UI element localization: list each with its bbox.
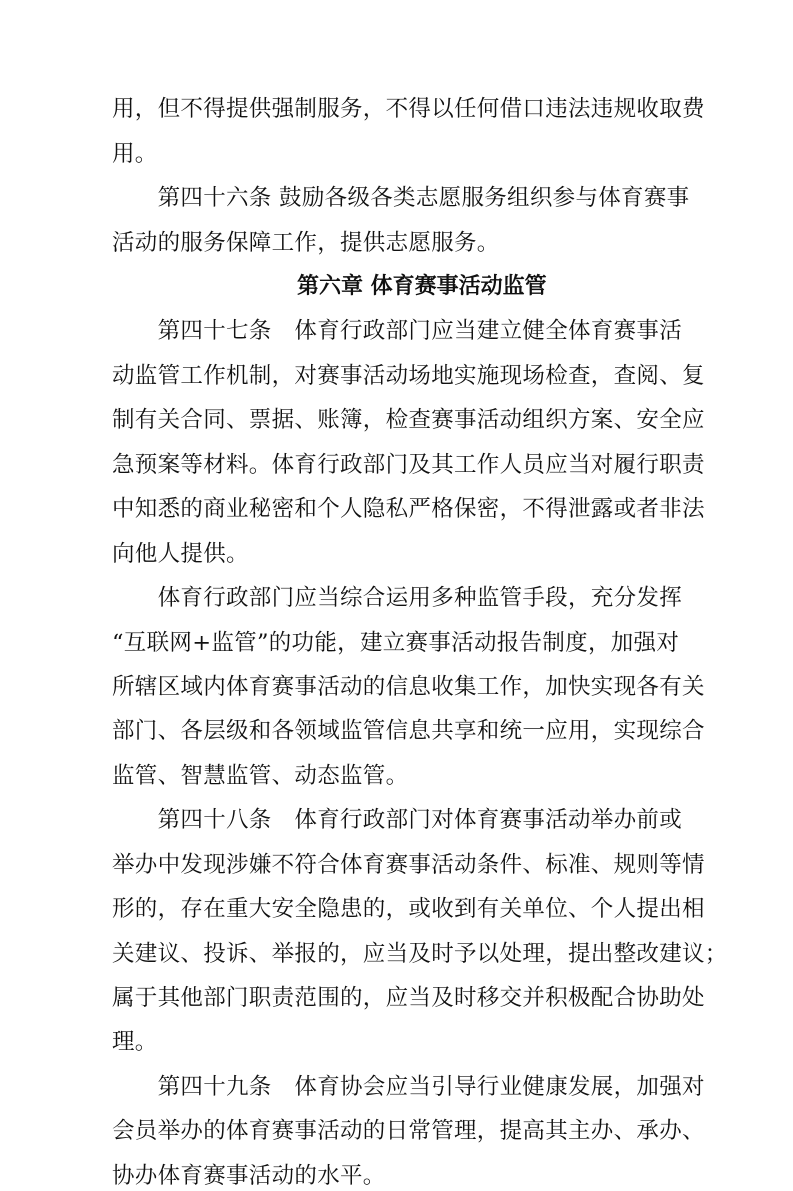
text-line: 体育行政部门应当综合运用多种监管手段，充分发挥	[112, 585, 683, 611]
text-line: 关建议、投诉、举报的，应当及时予以处理，提出整改建议；	[112, 941, 728, 967]
text-line: 制有关合同、票据、账簿，检查赛事活动组织方案、安全应	[112, 407, 705, 433]
text-line: 急预案等材料。体育行政部门及其工作人员应当对履行职责	[112, 452, 705, 478]
text-line: 形的，存在重大安全隐患的，或收到有关单位、个人提出相	[112, 896, 705, 922]
text-line: 举办中发现涉嫌不符合体育赛事活动条件、标准、规则等情	[112, 852, 705, 878]
text-line: 用。	[112, 141, 158, 167]
text-line: 第四十八条 体育行政部门对体育赛事活动举办前或	[112, 807, 683, 833]
text-line: 第四十六条 鼓励各级各类志愿服务组织参与体育赛事	[112, 185, 690, 211]
text-line: 活动的服务保障工作，提供志愿服务。	[112, 230, 500, 256]
text-line: “互联网+监管”的功能，建立赛事活动报告制度，加强对	[112, 630, 680, 656]
text-line: 动监管工作机制，对赛事活动场地实施现场检查，查阅、复	[112, 363, 705, 389]
chapter-heading: 第六章 体育赛事活动监管	[297, 274, 547, 299]
text-line: 监管、智慧监管、动态监管。	[112, 763, 409, 789]
text-line: 部门、各层级和各领域监管信息共享和统一应用，实现综合	[112, 718, 705, 744]
text-line: 所辖区域内体育赛事活动的信息收集工作，加快实现各有关	[112, 674, 705, 700]
text-line: 中知悉的商业秘密和个人隐私严格保密，不得泄露或者非法	[112, 496, 705, 522]
text-line: 第四十九条 体育协会应当引导行业健康发展，加强对	[112, 1074, 705, 1100]
text-line: 用，但不得提供强制服务，不得以任何借口违法违规收取费	[112, 96, 705, 122]
text-line: 属于其他部门职责范围的，应当及时移交并积极配合协助处	[112, 985, 705, 1011]
text-line: 会员举办的体育赛事活动的日常管理，提高其主办、承办、	[112, 1118, 705, 1144]
text-line: 向他人提供。	[112, 541, 249, 567]
text-line: 理。	[112, 1029, 158, 1055]
text-line: 协办体育赛事活动的水平。	[112, 1163, 386, 1189]
text-line: 第四十七条 体育行政部门应当建立健全体育赛事活	[112, 318, 683, 344]
